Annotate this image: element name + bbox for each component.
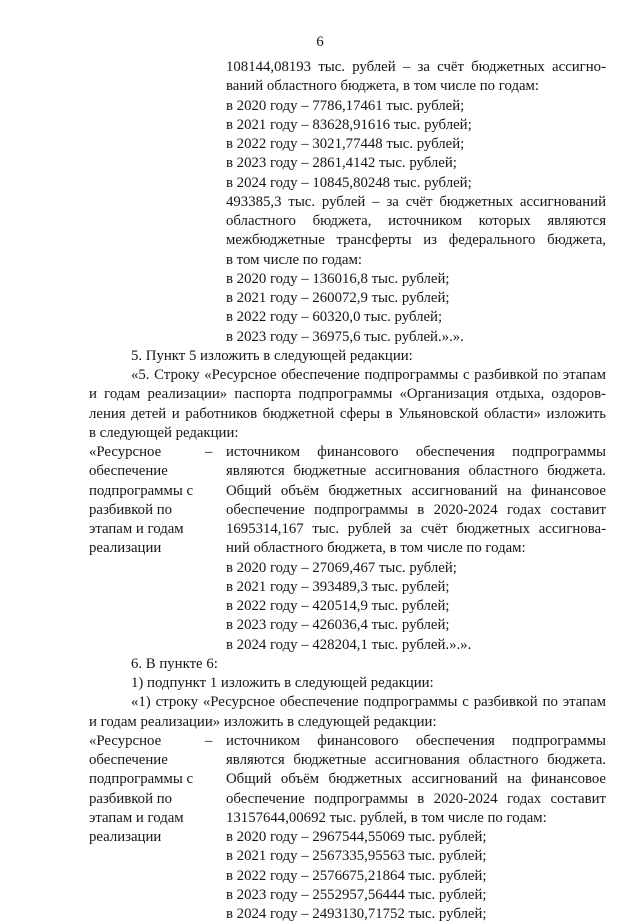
text-line: в 2022 году – 60320,0 тыс. рублей;: [226, 309, 443, 326]
text-line: ний областного бюджета, в том числе по годам:: [226, 540, 526, 557]
text-line: источником финансового обеспечения подпрограммы: [226, 444, 606, 460]
text-line: 13157644,00692 тыс. рублей, в том числе по годам:: [226, 809, 547, 826]
text-line: Общий объём бюджетных ассигнований на финансовое: [226, 482, 606, 499]
table-dash: –: [205, 732, 213, 749]
text-line: в 2022 году – 420514,9 тыс. рублей;: [226, 598, 450, 614]
text-line: в 2021 году – 260072,9 тыс. рублей;: [226, 290, 450, 306]
text-line: в 2020 году – 27069,467 тыс. рублей;: [226, 559, 457, 576]
table-dash: –: [205, 444, 213, 460]
item-6-subitem-1: 1) подпункт 1 изложить в следующей редакции:: [131, 675, 434, 691]
text-line: «1) строку «Ресурсное обеспечение подпрограммы с разбивкой по этапам: [131, 694, 606, 711]
text-line: в 2020 году – 136016,8 тыс. рублей;: [226, 270, 450, 287]
text-line: реализации: [89, 540, 162, 557]
text-line: разбивкой по: [89, 501, 173, 518]
text-line: в 2020 году – 7786,17461 тыс. рублей;: [226, 97, 465, 114]
text-line: 1695314,167 тыс. рублей за счёт бюджетных ассигнова-: [226, 521, 606, 537]
item-5-text: [0, 366, 640, 443]
text-line: обеспечение: [89, 752, 168, 768]
text-line: ваний областного бюджета, в том числе по годам:: [226, 78, 540, 95]
text-line: этапам и годам: [89, 521, 184, 537]
text-line: межбюджетные трансферты из федерального бюджета,: [226, 232, 606, 249]
text-line: обеспечение: [89, 463, 168, 480]
text-line: в том числе по годам:: [226, 251, 362, 268]
text-line: являются бюджетные ассигнования областного бюджета.: [226, 752, 606, 768]
text-line: в 2023 году – 36975,6 тыс. рублей.».».: [226, 328, 464, 345]
text-line: в 2021 году – 393489,3 тыс. рублей;: [226, 578, 450, 595]
text-line: подпрограммы с: [89, 771, 194, 788]
text-line: разбивкой по: [89, 790, 173, 807]
item-6-text: [0, 693, 640, 732]
text-line: в 2022 году – 2576675,21864 тыс. рублей;: [226, 867, 487, 884]
resource-table-2: [0, 732, 640, 924]
text-line: Общий объём бюджетных ассигнований на финансовое: [226, 771, 606, 788]
text-line: этапам и годам: [89, 809, 184, 826]
text-line: 108144,08193 тыс. рублей – за счёт бюджетных ассигно-: [226, 59, 606, 75]
text-line: «Ресурсное: [89, 444, 162, 460]
text-line: в 2021 году – 2567335,95563 тыс. рублей;: [226, 848, 487, 865]
text-line: реализации: [89, 829, 162, 845]
text-line: обеспечение подпрограммы в 2020-2024 годах составит: [226, 501, 606, 518]
text-line: в 2023 году – 2861,4142 тыс. рублей;: [226, 155, 457, 172]
text-line: в 2024 году – 2493130,71752 тыс. рублей;: [226, 906, 487, 922]
text-line: 493385,3 тыс. рублей – за счёт бюджетных ассигнований: [226, 193, 606, 210]
text-line: в 2021 году – 83628,91616 тыс. рублей;: [226, 116, 472, 133]
text-line: обеспечение подпрограммы в 2020-2024 годах составит: [226, 790, 606, 807]
text-line: и годам реализации» изложить в следующей редакции:: [89, 713, 437, 730]
document-body: [0, 58, 640, 924]
text-line: «5. Строку «Ресурсное обеспечение подпрограммы с разбивкой по этапам: [131, 367, 606, 383]
item-6-heading: 6. В пункте 6:: [131, 655, 218, 672]
text-line: в 2022 году – 3021,77448 тыс. рублей;: [226, 136, 465, 152]
text-line: подпрограммы с: [89, 482, 194, 499]
text-line: источником финансового обеспечения подпрограммы: [226, 732, 606, 749]
text-line: в 2023 году – 426036,4 тыс. рублей;: [226, 617, 450, 634]
text-line: являются бюджетные ассигнования областного бюджета.: [226, 463, 606, 480]
funding-block: [0, 58, 640, 347]
text-line: и годам реализации» паспорта подпрограммы «Организация отдыха, оздоров-: [89, 386, 606, 403]
text-line: «Ресурсное: [89, 732, 162, 749]
text-line: в следующей редакции:: [89, 424, 239, 441]
text-line: в 2024 году – 428204,1 тыс. рублей.».».: [226, 636, 472, 653]
table-value-cell: [226, 732, 606, 924]
item-5-heading: 5. Пункт 5 изложить в следующей редакции:: [131, 347, 413, 364]
text-line: областного бюджета, источником которых являются: [226, 213, 606, 229]
resource-table-1: [0, 443, 640, 655]
table-value-cell: [226, 443, 606, 655]
text-line: в 2023 году – 2552957,56444 тыс. рублей;: [226, 886, 487, 903]
page-number: 6: [316, 34, 324, 50]
text-line: в 2024 году – 10845,80248 тыс. рублей;: [226, 174, 472, 191]
text-line: в 2020 году – 2967544,55069 тыс. рублей;: [226, 829, 487, 845]
text-line: ления детей и работников бюджетной сферы в Ульяновской области» изложить: [89, 405, 606, 422]
